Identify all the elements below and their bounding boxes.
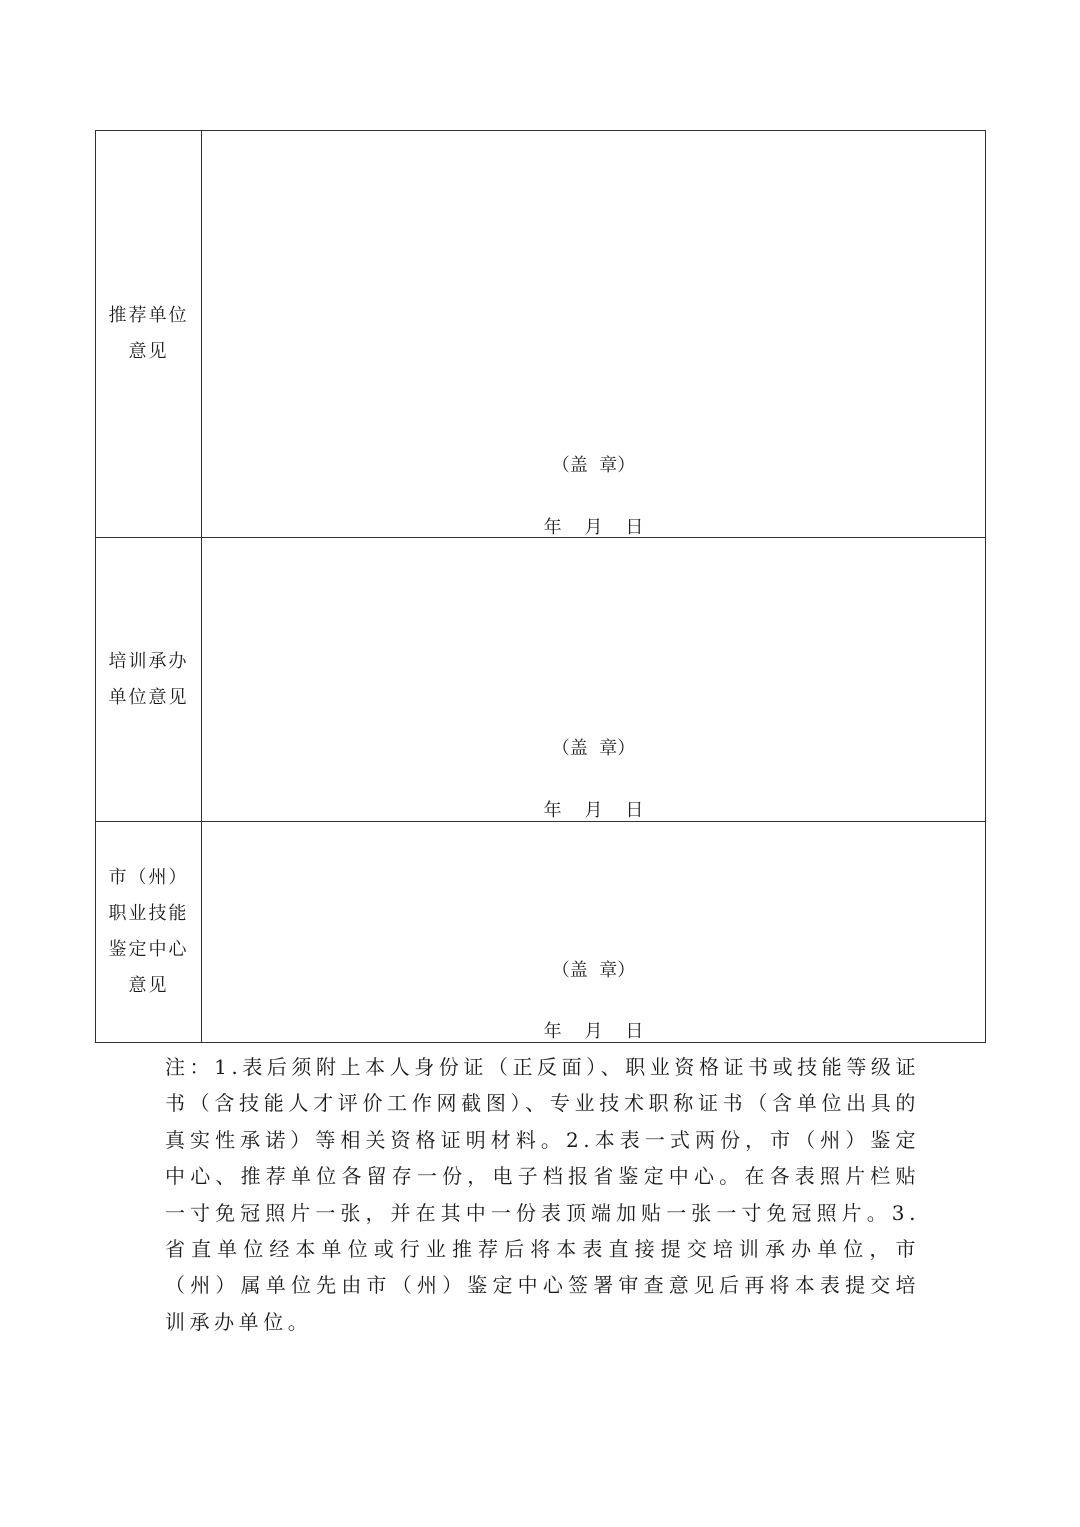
label-line: 推荐单位 [108,305,189,326]
form-row-recommending-unit [96,131,986,538]
date-line: 年 月 日 [543,1021,644,1042]
row-label-appraisal-center [96,822,202,1043]
row-label-recommending-unit [96,131,202,538]
seal-text: （盖 章） [551,960,636,981]
label-line: 单位意见 [108,686,189,708]
label-line: 市（州） [108,867,189,888]
seal-text: （盖 章） [551,738,636,759]
seal-text: （盖 章） [551,455,636,476]
opinion-box-appraisal-center[interactable] [202,822,986,1043]
form-row-training-unit [96,538,986,822]
date-line: 年 月 日 [543,517,644,538]
form-row-appraisal-center [96,822,986,1043]
footnote-text: 注：1.表后须附上本人身份证（正反面）、职业资格证书或技能等级证书（含技能人才评价工作网截图）、专业技术职称证书（含单位出具的真实性承诺）等相关资格证明材料。2.本表一式两份，市（州）鉴定中心、推荐单位各留存一份，电子档报省鉴定中心。在各表照片栏贴一寸免冠照片一张，并在其中一份表顶端加贴一张一寸免冠照片。3.省直单位经本单位或行业推荐后将本表直接提交培训承办单位，市（州）属单位先由市（州）鉴定中心签署审查意见后再将本表提交培训承办单位。 [165,1055,920,1334]
label-line: 意见 [128,975,169,996]
row-label-training-unit [96,538,202,822]
opinion-form-table [95,130,986,1043]
opinion-box-recommending-unit[interactable] [202,131,986,538]
label-line: 意见 [128,341,169,362]
date-line: 年 月 日 [543,800,644,821]
opinion-box-training-unit[interactable] [202,538,986,822]
label-line: 培训承办 [108,650,189,672]
label-line: 职业技能 [108,903,189,924]
label-line: 鉴定中心 [108,939,189,960]
